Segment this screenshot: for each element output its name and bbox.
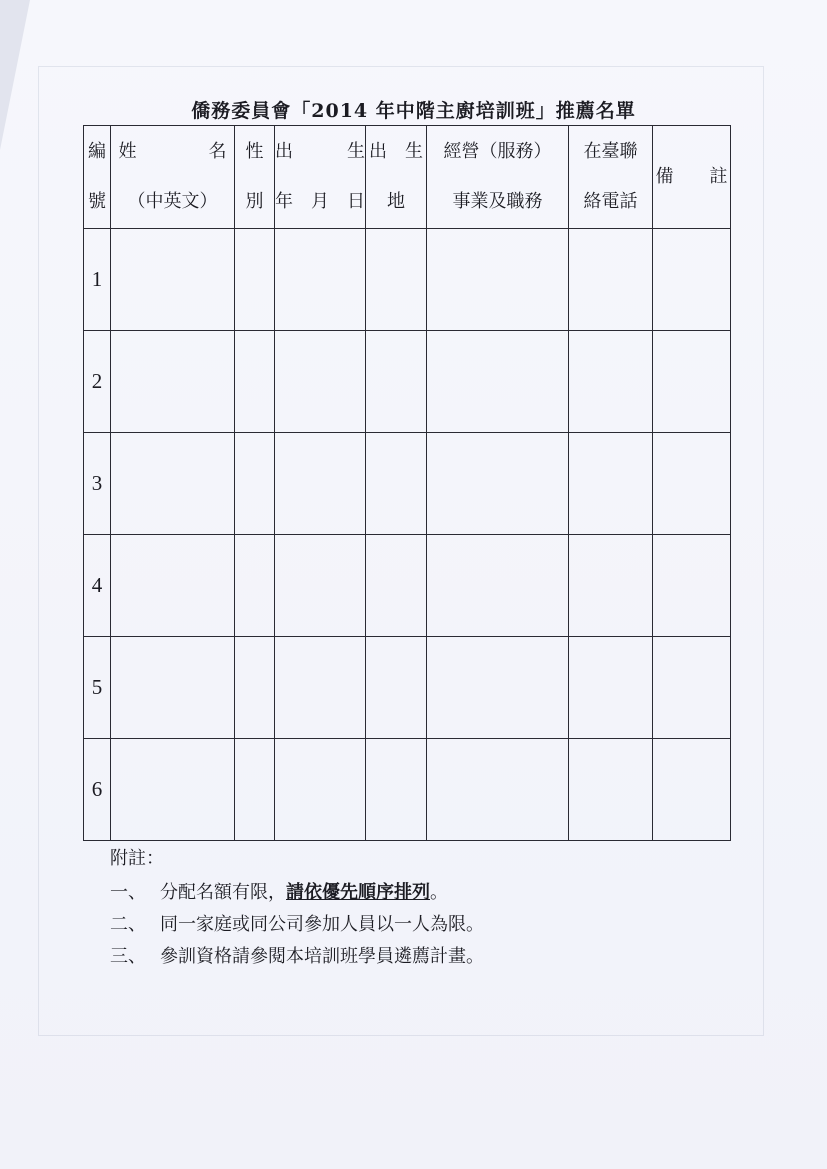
row-number: 6 (84, 739, 111, 841)
remarks-cell[interactable] (653, 433, 731, 535)
remarks-cell[interactable] (653, 229, 731, 331)
note-item (110, 941, 710, 973)
name-cell[interactable] (111, 739, 235, 841)
table-row (84, 637, 731, 739)
business-cell[interactable] (427, 535, 569, 637)
document-title: 僑務委員會「2014 年中階主廚培訓班」推薦名單 (191, 100, 636, 122)
name-cell[interactable] (111, 637, 235, 739)
birth-date-cell[interactable] (275, 637, 366, 739)
header-number: 編 號 (84, 126, 111, 229)
birthplace-cell[interactable] (366, 739, 427, 841)
gender-cell[interactable] (235, 637, 275, 739)
table-row (84, 739, 731, 841)
row-number: 3 (84, 433, 111, 535)
header-remarks: 備 註 (653, 126, 731, 229)
row-number: 1 (84, 229, 111, 331)
table-row (84, 331, 731, 433)
phone-cell[interactable] (569, 739, 653, 841)
gender-cell[interactable] (235, 229, 275, 331)
birthplace-cell[interactable] (366, 331, 427, 433)
row-number: 2 (84, 331, 111, 433)
header-business-position: 經營（服務） 事業及職務 (427, 126, 569, 229)
business-cell[interactable] (427, 331, 569, 433)
header-name: 姓 名 （中英文） (111, 126, 235, 229)
note-item (110, 909, 710, 941)
birthplace-cell[interactable] (366, 229, 427, 331)
birth-date-cell[interactable] (275, 739, 366, 841)
phone-cell[interactable] (569, 433, 653, 535)
business-cell[interactable] (427, 739, 569, 841)
note-marker: 三、 (110, 946, 146, 967)
header-birthplace: 出 生 地 (366, 126, 427, 229)
birth-date-cell[interactable] (275, 433, 366, 535)
birth-date-cell[interactable] (275, 229, 366, 331)
header-row (84, 126, 731, 229)
remarks-cell[interactable] (653, 331, 731, 433)
table-row (84, 535, 731, 637)
row-number: 4 (84, 535, 111, 637)
table-row (84, 433, 731, 535)
phone-cell[interactable] (569, 229, 653, 331)
note-text: 參訓資格請參閱本培訓班學員遴薦計畫。 (160, 946, 484, 967)
name-cell[interactable] (111, 331, 235, 433)
gender-cell[interactable] (235, 739, 275, 841)
notes-section (110, 843, 710, 973)
gender-cell[interactable] (235, 535, 275, 637)
note-text: 分配名額有限，請依優先順序排列。 (160, 882, 448, 903)
name-cell[interactable] (111, 433, 235, 535)
header-gender: 性 別 (235, 126, 275, 229)
gender-cell[interactable] (235, 331, 275, 433)
gender-cell[interactable] (235, 433, 275, 535)
header-birth-date: 出 生 年 月 日 (275, 126, 366, 229)
birth-date-cell[interactable] (275, 331, 366, 433)
note-item (110, 877, 710, 909)
name-cell[interactable] (111, 229, 235, 331)
remarks-cell[interactable] (653, 739, 731, 841)
business-cell[interactable] (427, 433, 569, 535)
table-row (84, 229, 731, 331)
phone-cell[interactable] (569, 535, 653, 637)
phone-cell[interactable] (569, 637, 653, 739)
notes-heading: 附註： (110, 848, 164, 869)
note-text: 同一家庭或同公司參加人員以一人為限。 (160, 914, 484, 935)
birthplace-cell[interactable] (366, 433, 427, 535)
note-marker: 二、 (110, 914, 146, 935)
phone-cell[interactable] (569, 331, 653, 433)
recommendation-table (83, 125, 731, 841)
name-cell[interactable] (111, 535, 235, 637)
birth-date-cell[interactable] (275, 535, 366, 637)
page-corner-fold (0, 0, 30, 150)
remarks-cell[interactable] (653, 535, 731, 637)
birthplace-cell[interactable] (366, 535, 427, 637)
business-cell[interactable] (427, 637, 569, 739)
business-cell[interactable] (427, 229, 569, 331)
row-number: 5 (84, 637, 111, 739)
birthplace-cell[interactable] (366, 637, 427, 739)
note-emphasis: 請依優先順序排列 (286, 882, 430, 903)
note-marker: 一、 (110, 882, 146, 903)
header-taiwan-phone: 在臺聯 絡電話 (569, 126, 653, 229)
remarks-cell[interactable] (653, 637, 731, 739)
